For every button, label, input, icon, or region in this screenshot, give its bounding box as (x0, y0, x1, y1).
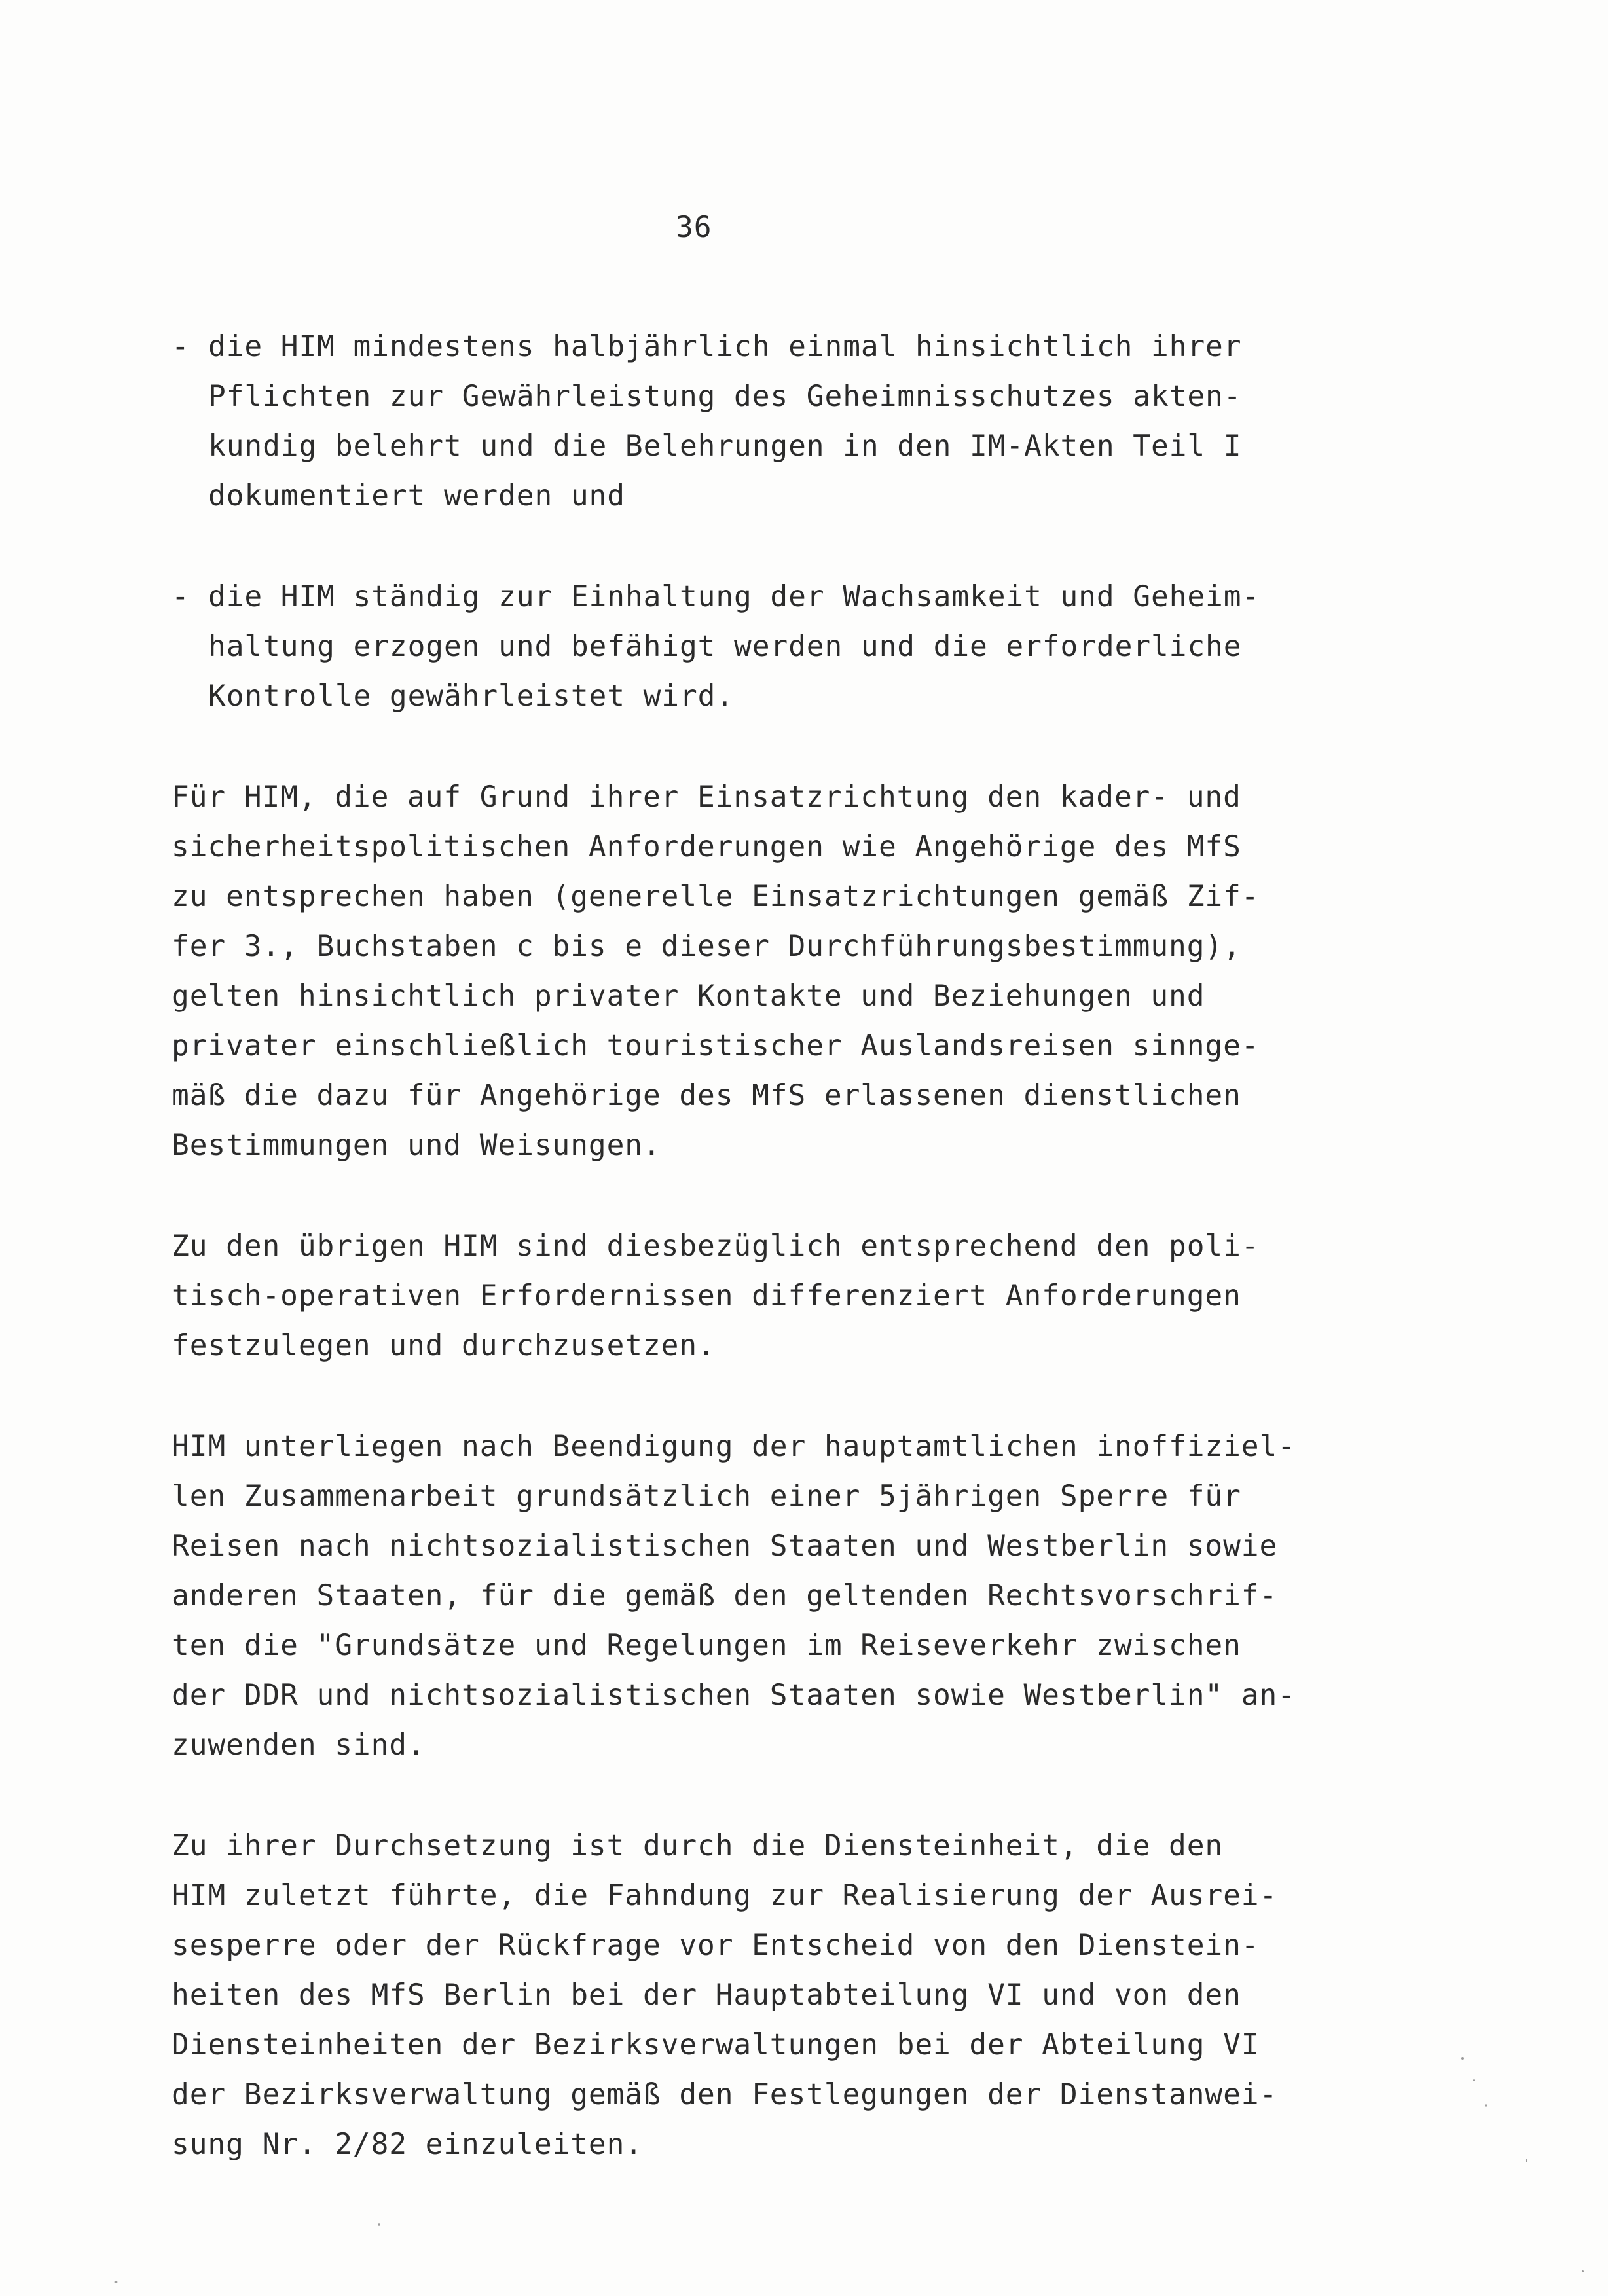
text-line: kundig belehrt und die Belehrungen in den IM-Akten Teil I (208, 429, 1242, 463)
text-line: die HIM ständig zur Einhaltung der Wachsamkeit und Geheim- (208, 580, 1260, 613)
text-line: Bestimmungen und Weisungen. (172, 1129, 661, 1162)
text-line: Zu ihrer Durchsetzung ist durch die Diensteinheit, die den (172, 1829, 1224, 1863)
text-line: festzulegen und durchzusetzen. (172, 1329, 716, 1362)
text-line: Diensteinheiten der Bezirksverwaltungen bei der Abteilung VI (172, 2028, 1260, 2062)
text-line: Kontrolle gewährleistet wird. (208, 680, 735, 713)
scan-speck (114, 2281, 118, 2283)
text-line: sung Nr. 2/82 einzuleiten. (172, 2128, 643, 2161)
text-line: zu entsprechen haben (generelle Einsatzrichtungen gemäß Zif- (172, 880, 1260, 913)
text-line: fer 3., Buchstaben c bis e dieser Durchführungsbestimmung), (172, 930, 1241, 963)
text-line: haltung erzogen und befähigt werden und die erforderliche (208, 630, 1242, 663)
text-line: HIM zuletzt führte, die Fahndung zur Realisierung der Ausrei- (172, 1879, 1278, 1912)
text-line: gelten hinsichtlich privater Kontakte und Beziehungen und (172, 979, 1205, 1013)
text-line: privater einschließlich touristischer Auslandsreisen sinnge- (172, 1029, 1260, 1063)
text-line: der Bezirksverwaltung gemäß den Festlegungen der Dienstanwei- (172, 2078, 1278, 2111)
text-line: heiten des MfS Berlin bei der Hauptabteilung VI und von den (172, 1978, 1241, 2012)
scan-speck (378, 2223, 380, 2226)
text-line: anderen Staaten, für die gemäß den geltenden Rechtsvorschrif- (172, 1579, 1278, 1613)
text-line: HIM unterliegen nach Beendigung der hauptamtlichen inoffiziel- (172, 1430, 1296, 1463)
text-line: ten die "Grundsätze und Regelungen im Reiseverkehr zwischen (172, 1629, 1241, 1662)
text-line: Für HIM, die auf Grund ihrer Einsatzrichtung den kader- und (172, 780, 1241, 814)
scan-speck (1485, 2104, 1487, 2107)
text-line: Reisen nach nichtsozialistischen Staaten und Westberlin sowie (172, 1529, 1278, 1563)
text-line: zuwenden sind. (172, 1728, 426, 1762)
text-line: len Zusammenarbeit grundsätzlich einer 5jährigen Sperre für (172, 1480, 1241, 1513)
scan-speck (1582, 2270, 1584, 2272)
text-line: Zu den übrigen HIM sind diesbezüglich entsprechend den poli- (172, 1230, 1260, 1263)
scan-speck (1461, 2057, 1464, 2060)
text-line: mäß die dazu für Angehörige des MfS erlassenen dienstlichen (172, 1079, 1241, 1112)
scan-speck (1526, 2159, 1527, 2162)
bullet-marker: - (172, 330, 190, 363)
text-line: der DDR und nichtsozialistischen Staaten sowie Westberlin" an- (172, 1679, 1296, 1712)
scan-speck (1473, 2079, 1475, 2081)
text-line: tisch-operativen Erfordernissen differenziert Anforderungen (172, 1279, 1241, 1313)
text-line: dokumentiert werden und (208, 479, 625, 513)
text-line: Pflichten zur Gewährleistung des Geheimnisschutzes akten- (208, 380, 1242, 413)
text-line: die HIM mindestens halbjährlich einmal hinsichtlich ihrer (208, 330, 1242, 363)
page-number: 36 (676, 211, 712, 244)
text-line: sesperre oder der Rückfrage vor Entscheid von den Dienstein- (172, 1929, 1260, 1962)
bullet-marker: - (172, 580, 190, 613)
text-line: sicherheitspolitischen Anforderungen wie Angehörige des MfS (172, 830, 1241, 864)
